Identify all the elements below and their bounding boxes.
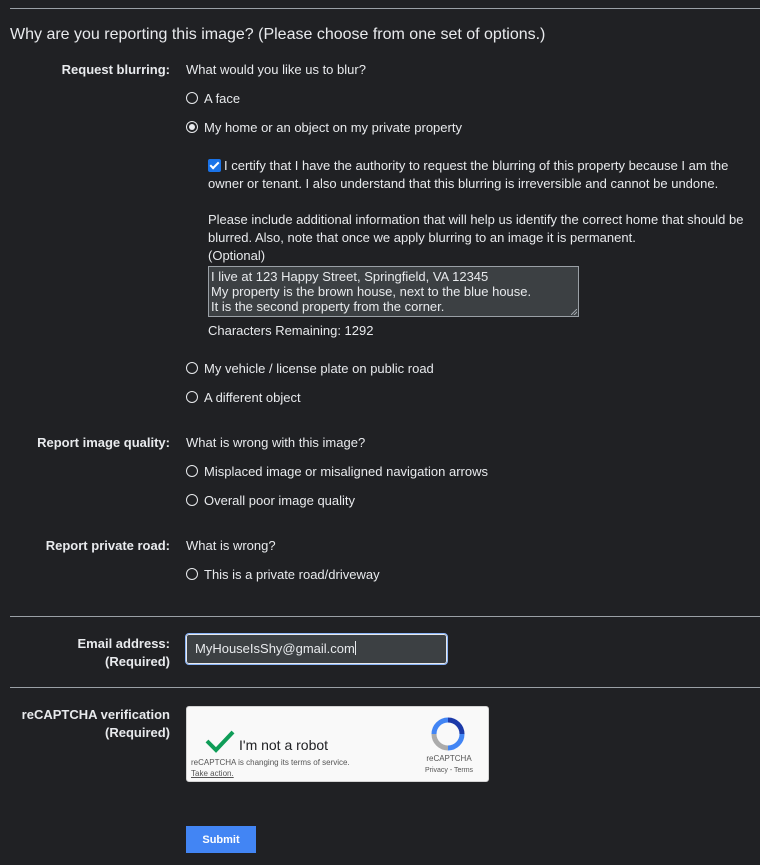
radio-icon[interactable] [186, 391, 198, 403]
radio-icon[interactable] [186, 92, 198, 104]
submit-button[interactable]: Submit [186, 826, 256, 853]
recaptcha-privacy-terms[interactable]: Privacy - Terms [424, 767, 474, 774]
radio-icon[interactable] [186, 362, 198, 374]
captcha-take-action-link[interactable]: Take action. [191, 769, 234, 778]
quality-option-misplaced[interactable]: Misplaced image or misaligned navigation arrows [186, 462, 488, 480]
recaptcha-brand: reCAPTCHA [426, 754, 472, 763]
radio-icon[interactable] [186, 465, 198, 477]
blur-option-face[interactable]: A face [186, 89, 240, 107]
blur-section-label: Request blurring: [61, 62, 170, 77]
road-question: What is wrong? [186, 538, 276, 553]
divider [10, 687, 760, 688]
radio-icon[interactable] [186, 568, 198, 580]
blur-question: What would you like us to blur? [186, 62, 366, 77]
recaptcha-logo-icon [431, 717, 465, 751]
top-divider [10, 8, 760, 9]
page-heading: Why are you reporting this image? (Please choose from one set of options.) [10, 26, 546, 43]
quality-question: What is wrong with this image? [186, 435, 366, 450]
captcha-checkbox-label: I'm not a robot [239, 737, 329, 753]
characters-remaining: Characters Remaining: 1292 [208, 323, 374, 338]
blur-option-vehicle[interactable]: My vehicle / license plate on public road [186, 359, 434, 377]
email-label: Email address: (Required) [77, 636, 170, 669]
additional-info-text: Please include additional information that will help us identify the correct home that should be blurred. Also, note that once we apply blurring to an image it is permanent. (Optional) [208, 212, 744, 263]
checkmark-icon[interactable] [205, 729, 235, 753]
checkbox-checked-icon[interactable] [208, 159, 221, 172]
recaptcha-widget[interactable] [186, 706, 489, 782]
blur-option-home[interactable]: My home or an object on my private property [186, 118, 462, 136]
additional-info-textarea[interactable]: I live at 123 Happy Street, Springfield, VA 12345 My property is the brown house, next to the blue house. It is the second property from the corner. [208, 266, 579, 317]
resize-grip-icon[interactable] [571, 309, 577, 315]
email-input[interactable]: MyHouseIsShy@gmail.com [186, 634, 447, 664]
quality-option-poor[interactable]: Overall poor image quality [186, 491, 355, 509]
divider [10, 616, 760, 617]
text-caret [355, 641, 356, 655]
radio-icon[interactable] [186, 494, 198, 506]
radio-checked-icon[interactable] [186, 121, 198, 133]
road-option-private[interactable]: This is a private road/driveway [186, 565, 380, 583]
quality-section-label: Report image quality: [37, 435, 170, 450]
blur-option-different-object[interactable]: A different object [186, 388, 301, 406]
captcha-label: reCAPTCHA verification (Required) [21, 707, 170, 740]
captcha-notice: reCAPTCHA is changing its terms of service. Take action. [191, 758, 350, 778]
road-section-label: Report private road: [45, 538, 170, 553]
certify-checkbox-row[interactable]: I certify that I have the authority to request the blurring of this property because I am the owner or tenant. I also understand that this blurring is irreversible and cannot be undone. [208, 158, 729, 191]
